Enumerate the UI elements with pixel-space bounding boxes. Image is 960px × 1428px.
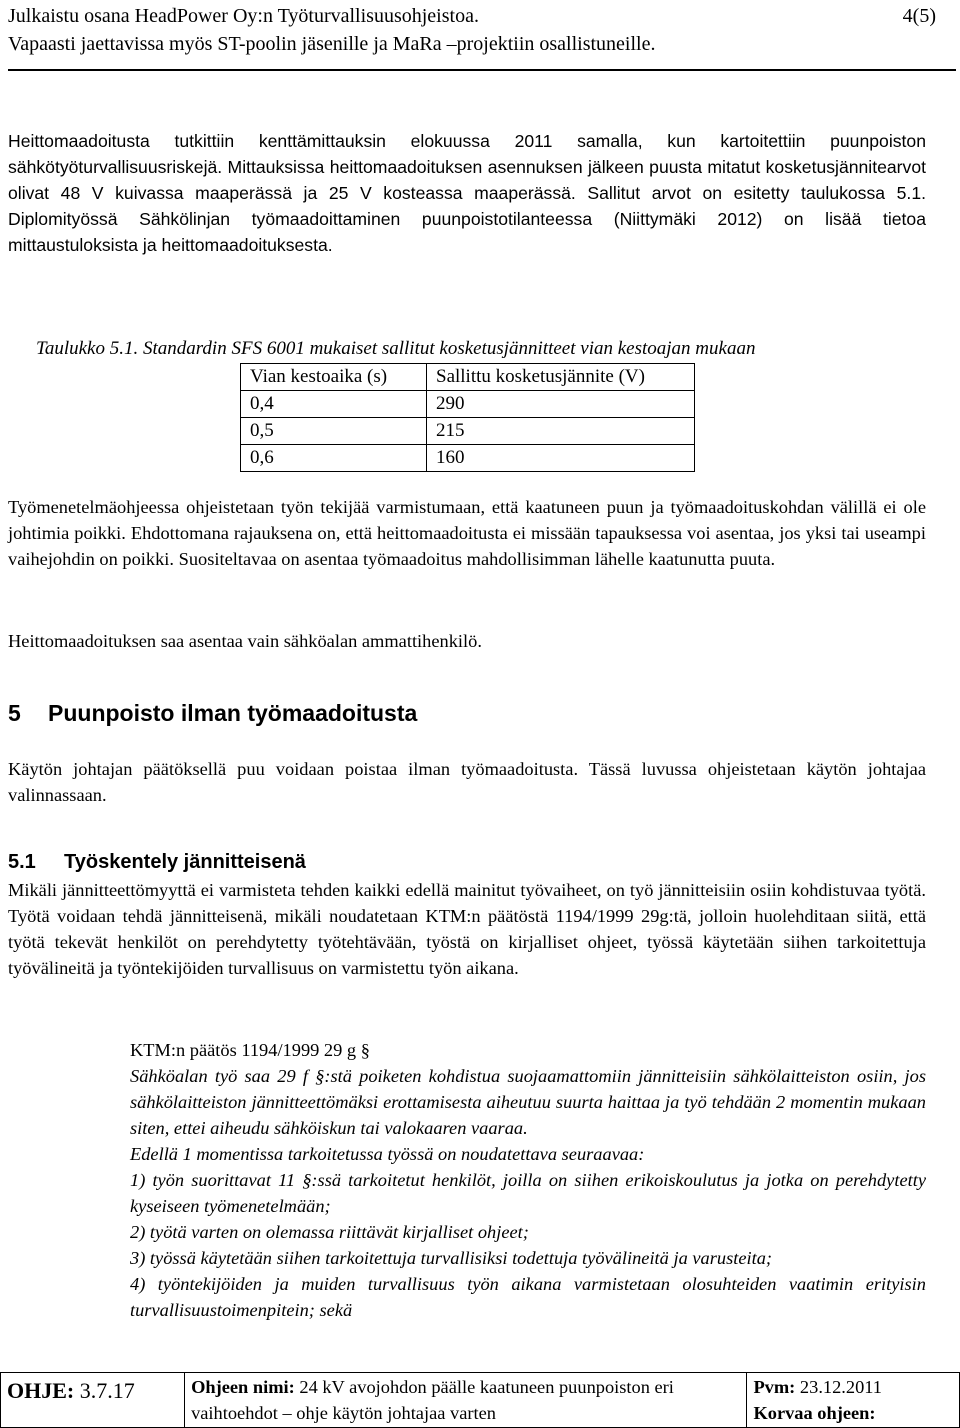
footer-name-cell <box>185 1373 747 1428</box>
table-cell: 215 <box>427 418 695 445</box>
table-cell: 0,5 <box>241 418 427 445</box>
quote-list-item: 2) työtä varten on olemassa riittävät kirjalliset ohjeet; <box>130 1222 529 1242</box>
footer-ohje-cell <box>1 1373 185 1428</box>
table-row <box>241 418 695 445</box>
table-row <box>241 445 695 472</box>
regulation-quote <box>130 1037 926 1323</box>
table-row <box>241 391 695 418</box>
footer-pvm-value: 23.12.2011 <box>799 1377 882 1397</box>
footer-pvm-label: Pvm: <box>753 1377 796 1397</box>
quote-list-item: 1) työn suorittavat 11 §:ssä tarkoitetut henkilöt, joilla on siihen erikoiskoulutus ja jotka on perehdytetty kyseiseen työmenetelmään; <box>130 1170 926 1216</box>
table-cell: 0,4 <box>241 391 427 418</box>
table-caption: Taulukko 5.1. Standardin SFS 6001 mukaiset sallitut kosketusjännitteet vian kestoajan mukaan <box>36 338 756 359</box>
section-title: Puunpoisto ilman työmaadoitusta <box>48 700 418 726</box>
table-header-cell: Sallittu kosketusjännite (V) <box>427 364 695 391</box>
footer-korvaa-label: Korvaa ohjeen: <box>753 1403 876 1423</box>
footer-name-value: 24 kV avojohdon päälle kaatuneen puunpoiston eri vaihtoehdot – ohje käytön johtajaa varten <box>191 1377 674 1423</box>
table-cell: 290 <box>427 391 695 418</box>
header-line-1: Julkaistu osana HeadPower Oy:n Työturvallisuusohjeistoa. <box>8 5 479 27</box>
header-line-2: Vapaasti jaettavissa myös ST-poolin jäsenille ja MaRa –projektiin osallistuneille. <box>8 33 656 55</box>
footer-date-cell <box>747 1373 960 1428</box>
section-5-1-heading <box>8 851 306 874</box>
document-footer <box>0 1372 960 1428</box>
section-5-1-paragraph: Mikäli jännitteettömyyttä ei varmisteta tehden kaikki edellä mainitut työvaiheet, on työ jännitteisiin osiin kohdistuvaa työtä. Työtä voidaan tehdä jännitteisenä, mikäli noudatetaan KTM:n päätöstä 1194/1999 29g:tä, jolloin huolehditaan siitä, että työtä tekevät henkilöt on perehdytetty työtehtävään, työstä on kirjalliset ohjeet, työssä käytetään siihen tarkoitettuja työvälineitä ja työntekijöiden turvallisuus on varmistettu työn aikana. <box>8 880 926 978</box>
section-title: Työskentely jännitteisenä <box>64 851 306 873</box>
table-cell: 160 <box>427 445 695 472</box>
quote-paragraph: Edellä 1 momentissa tarkoitetussa työssä on noudatettava seuraavaa: <box>130 1144 645 1164</box>
footer-ohje-value: 3.7.17 <box>79 1378 135 1403</box>
method-paragraph: Työmenetelmäohjeessa ohjeistetaan työn tekijää varmistumaan, että kaatuneen puun ja työmaadoituskohdan välillä ei ole johtimia poikki. Ehdottomana rajauksena on, että heittomaadoitusta ei missään tapauksessa voi asentaa, jos yksi tai useampi vaihejohdin on poikki. Suositeltavaa on asentaa työmaadoitus mahdollisimman lähelle kaatunutta puuta. <box>8 497 926 569</box>
section-number: 5 <box>8 700 21 726</box>
qualification-paragraph: Heittomaadoituksen saa asentaa vain sähköalan ammattihenkilö. <box>8 631 482 651</box>
document-header <box>8 2 956 58</box>
table-header-row <box>241 364 695 391</box>
section-5-paragraph: Käytön johtajan päätöksellä puu voidaan poistaa ilman työmaadoitusta. Tässä luvussa ohjeistetaan käytön johtajaa valinnassaan. <box>8 759 926 805</box>
quote-list-item: 3) työssä käytetään siihen tarkoitettuja turvallisiksi todettuja työvälineitä ja varusteita; <box>130 1248 773 1268</box>
quote-paragraph: Sähköalan työ saa 29 f §:stä poiketen kohdistua suojaamattomiin jännitteisiin sähkölaitteiston osiin, jos sähkölaitteiston jännitteettömäksi erottamisesta aiheutuu suurta haittaa ja työ tehdään 2 momentin mukaan siten, ettei aiheudu sähköiskun tai valokaaren vaaraa. <box>130 1066 926 1138</box>
intro-paragraph: Heittomaadoitusta tutkittiin kenttämittauksin elokuussa 2011 samalla, kun kartoitettiin puunpoiston sähkötyöturvallisuusriskejä. Mittauksissa heittomaadoituksen asennuksen jälkeen puusta mitatut kosketusjännitearvot olivat 48 V kuivassa maaperässä ja 25 V kosteassa maaperässä. Sallitut arvot on esitetty taulukossa 5.1. Diplomityössä Sähkölinjan työmaadoittaminen puunpoistotilanteessa (Niittymäki 2012) on lisää tietoa mittaustuloksista ja heittomaadoituksesta. <box>8 131 926 255</box>
quote-list-item: 4) työntekijöiden ja muiden turvallisuus työn aikana varmistetaan olosuhteiden vaatimin erityisin turvallisuustoimenpitein; sekä <box>130 1274 926 1320</box>
section-5-heading <box>8 700 417 727</box>
footer-ohje-label: OHJE: <box>7 1378 75 1403</box>
section-number: 5.1 <box>8 851 36 873</box>
table-header-cell: Vian kestoaika (s) <box>241 364 427 391</box>
footer-name-label: Ohjeen nimi: <box>191 1377 295 1397</box>
header-divider <box>8 69 956 71</box>
page-number: 4(5) <box>902 5 936 27</box>
quote-title: KTM:n päätös 1194/1999 29 g § <box>130 1040 370 1060</box>
touch-voltage-table <box>240 363 695 472</box>
table-cell: 0,6 <box>241 445 427 472</box>
